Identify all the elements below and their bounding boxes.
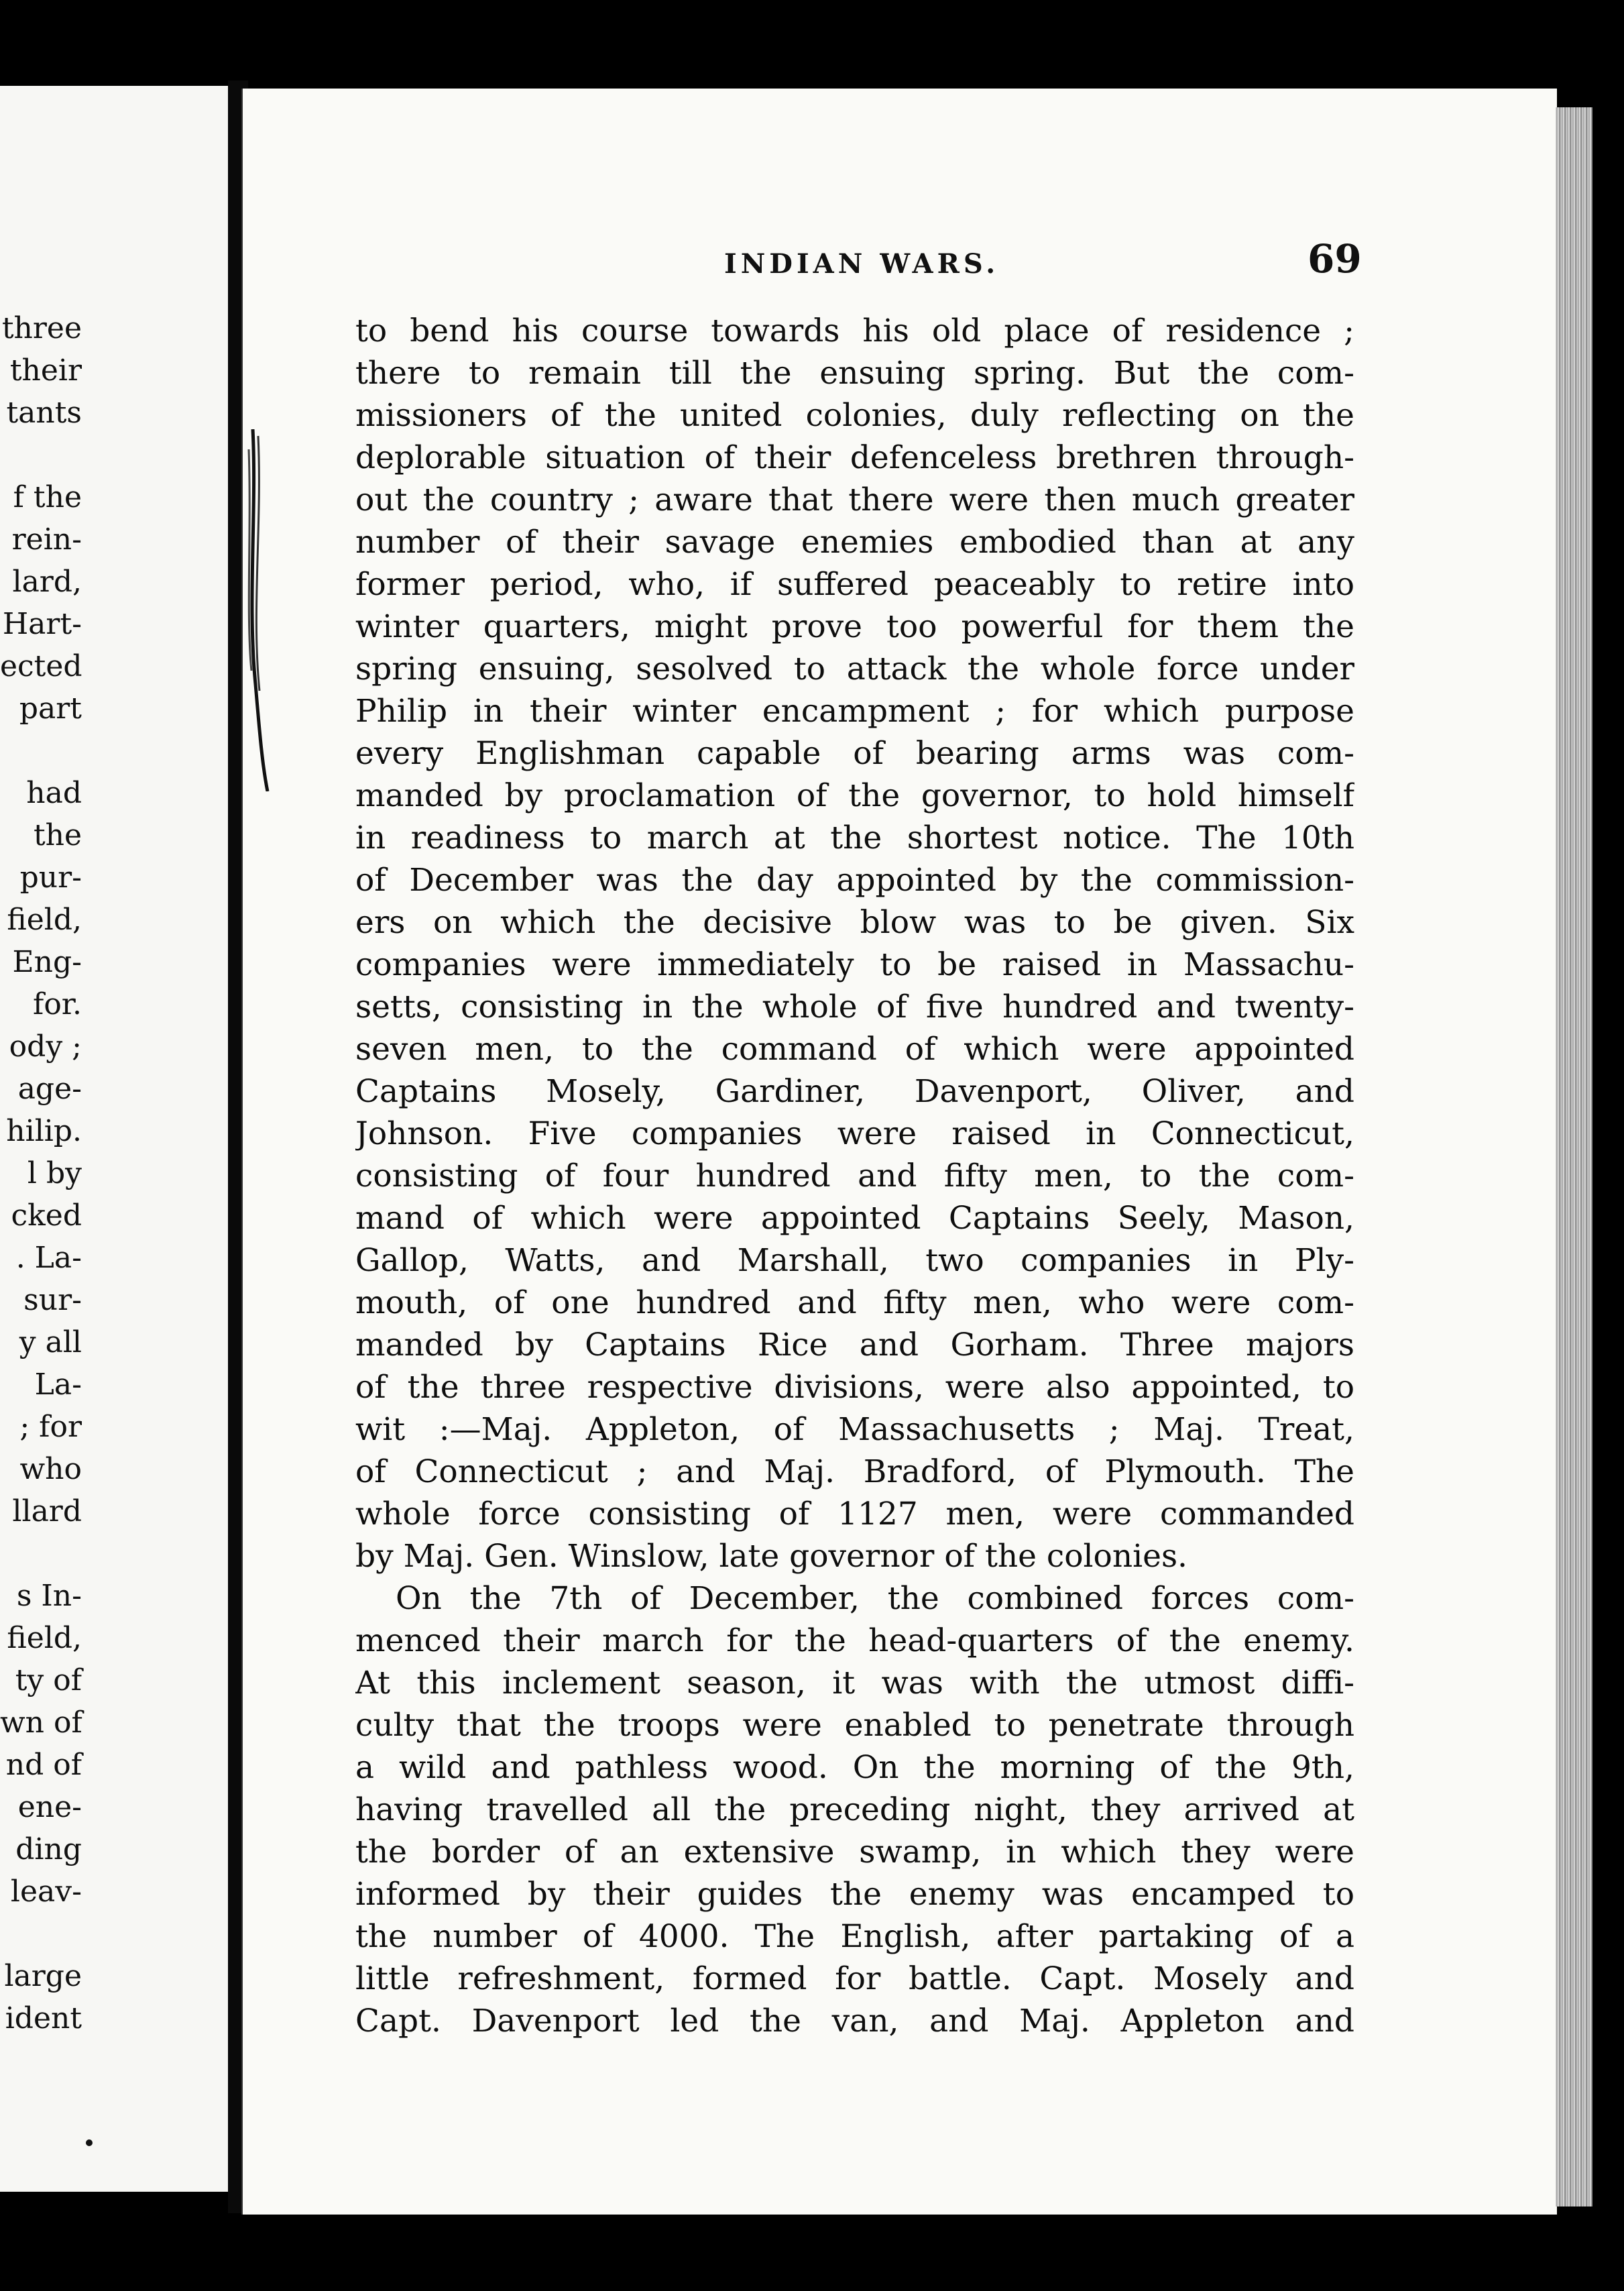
left-page-line: field, bbox=[7, 903, 82, 937]
body-line: number of their savage enemies embodied than at any bbox=[355, 524, 1354, 561]
left-page-line: rein- bbox=[11, 522, 82, 557]
body-line: seven men, to the command of which were appointed bbox=[355, 1031, 1354, 1068]
body-line: menced their march for the head-quarters of the enemy. bbox=[355, 1622, 1354, 1659]
ink-dot bbox=[86, 2139, 93, 2146]
body-line: manded by Captains Rice and Gorham. Three majors bbox=[355, 1327, 1354, 1363]
body-line: by Maj. Gen. Winslow, late governor of the colonies. bbox=[355, 1538, 1188, 1575]
body-line: informed by their guides the enemy was encamped to bbox=[355, 1876, 1354, 1913]
left-page-line: ody ; bbox=[9, 1029, 82, 1064]
body-line: mouth, of one hundred and fifty men, who were com- bbox=[355, 1284, 1354, 1321]
body-text bbox=[355, 310, 1354, 2042]
body-line: Capt. Davenport led the van, and Maj. Appleton and bbox=[355, 2003, 1354, 2039]
body-line: there to remain till the ensuing spring. But the com- bbox=[355, 355, 1354, 392]
left-page-line bbox=[0, 730, 82, 772]
body-line: culty that the troops were enabled to penetrate through bbox=[355, 1707, 1354, 1744]
body-line: whole force consisting of 1127 men, were commanded bbox=[355, 1496, 1354, 1532]
left-page-line: f the bbox=[13, 480, 82, 514]
body-line: former period, who, if suffered peaceably to retire into bbox=[355, 566, 1354, 603]
left-page-line: age- bbox=[17, 1072, 82, 1106]
left-page-line: ty of bbox=[15, 1663, 82, 1697]
left-page-line: tants bbox=[6, 396, 82, 430]
body-line: Johnson. Five companies were raised in Connecticut, bbox=[355, 1115, 1354, 1152]
body-line: the border of an extensive swamp, in which they were bbox=[355, 1834, 1354, 1870]
left-page-line: ding bbox=[15, 1832, 82, 1866]
body-line: ers on which the decisive blow was to be given. Six bbox=[355, 904, 1354, 941]
left-page-line: wn of bbox=[0, 1706, 82, 1740]
body-line: deplorable situation of their defenceless brethren through- bbox=[355, 439, 1354, 476]
body-line: consisting of four hundred and fifty men, to the com- bbox=[355, 1158, 1354, 1194]
page-number: 69 bbox=[1308, 236, 1362, 282]
body-line: having travelled all the preceding night, they arrived at bbox=[355, 1791, 1354, 1828]
left-page-line: ident bbox=[5, 2001, 82, 2035]
body-line: companies were immediately to be raised in Massachu- bbox=[355, 946, 1354, 983]
left-page-line: large bbox=[4, 1959, 82, 1993]
body-line: On the 7th of December, the combined forces com- bbox=[396, 1580, 1354, 1617]
body-line: spring ensuing, sesolved to attack the whole force under bbox=[355, 651, 1354, 687]
body-line: At this inclement season, it was with the utmost diffi- bbox=[355, 1665, 1354, 1701]
left-page-line: part bbox=[19, 691, 82, 726]
body-line: winter quarters, might prove too powerful for them the bbox=[355, 608, 1354, 645]
body-line: every Englishman capable of bearing arms was com- bbox=[355, 735, 1354, 772]
left-page-line: field, bbox=[7, 1621, 82, 1655]
page-edges bbox=[1556, 107, 1592, 2206]
body-line: little refreshment, formed for battle. Capt. Mosely and bbox=[355, 1960, 1354, 1997]
binding-thread-icon bbox=[245, 429, 272, 791]
left-page-line: ; for bbox=[19, 1410, 82, 1444]
left-page-line: leav- bbox=[10, 1875, 82, 1909]
body-line: mand of which were appointed Captains Seely, Mason, bbox=[355, 1200, 1354, 1237]
body-line: of Connecticut ; and Maj. Bradford, of Plymouth. The bbox=[355, 1453, 1354, 1490]
body-line: Gallop, Watts, and Marshall, two companies in Ply- bbox=[355, 1242, 1354, 1279]
body-line: a wild and pathless wood. On the morning of the 9th, bbox=[355, 1749, 1354, 1786]
body-line: of the three respective divisions, were also appointed, to bbox=[355, 1369, 1354, 1406]
left-page-line: lard, bbox=[12, 565, 82, 599]
body-line: missioners of the united colonies, duly reflecting on the bbox=[355, 397, 1354, 434]
body-line: to bend his course towards his old place of residence ; bbox=[355, 313, 1354, 349]
body-line: the number of 4000. The English, after partaking of a bbox=[355, 1918, 1354, 1955]
body-line: wit :—Maj. Appleton, of Massachusetts ; Maj. Treat, bbox=[355, 1411, 1354, 1448]
left-page-line bbox=[0, 434, 82, 476]
left-page-line: three bbox=[1, 311, 82, 345]
left-page-line: . La- bbox=[15, 1241, 82, 1275]
left-page-text bbox=[0, 86, 82, 2039]
body-line: out the country ; aware that there were then much greater bbox=[355, 482, 1354, 518]
left-page-line bbox=[0, 1913, 82, 1955]
left-page-line: y all bbox=[19, 1325, 82, 1359]
left-page-line: cked bbox=[11, 1198, 82, 1233]
left-page-line: Hart- bbox=[2, 607, 82, 641]
left-page-line: l by bbox=[27, 1156, 82, 1190]
body-line: in readiness to march at the shortest notice. The 10th bbox=[355, 820, 1354, 856]
left-page-line: sur- bbox=[23, 1283, 82, 1317]
left-page bbox=[0, 86, 230, 2192]
left-page-line: who bbox=[19, 1452, 82, 1486]
body-line: Philip in their winter encampment ; for which purpose bbox=[355, 693, 1354, 730]
left-page-line: La- bbox=[34, 1367, 82, 1402]
left-page-line: ene- bbox=[17, 1790, 82, 1824]
left-page-line bbox=[0, 1532, 82, 1575]
body-line: manded by proclamation of the governor, to hold himself bbox=[355, 777, 1354, 814]
left-page-line: Eng- bbox=[12, 945, 82, 979]
left-page-line: the bbox=[33, 818, 82, 852]
body-line: Captains Mosely, Gardiner, Davenport, Oliver, and bbox=[355, 1073, 1354, 1110]
left-page-line: s In- bbox=[16, 1579, 82, 1613]
left-page-line: llard bbox=[12, 1494, 82, 1528]
left-page-line: had bbox=[26, 776, 82, 810]
left-page-line: hilip. bbox=[6, 1114, 82, 1148]
left-page-line: pur- bbox=[19, 860, 82, 895]
left-page-line: their bbox=[9, 353, 82, 388]
left-page-line: nd of bbox=[5, 1748, 82, 1782]
running-head: INDIAN WARS. bbox=[724, 248, 1000, 280]
left-page-line: ected bbox=[0, 649, 82, 683]
left-page-line: for. bbox=[33, 987, 82, 1021]
body-line: of December was the day appointed by the commission- bbox=[355, 862, 1354, 899]
body-line: setts, consisting in the whole of five hundred and twenty- bbox=[355, 989, 1354, 1025]
